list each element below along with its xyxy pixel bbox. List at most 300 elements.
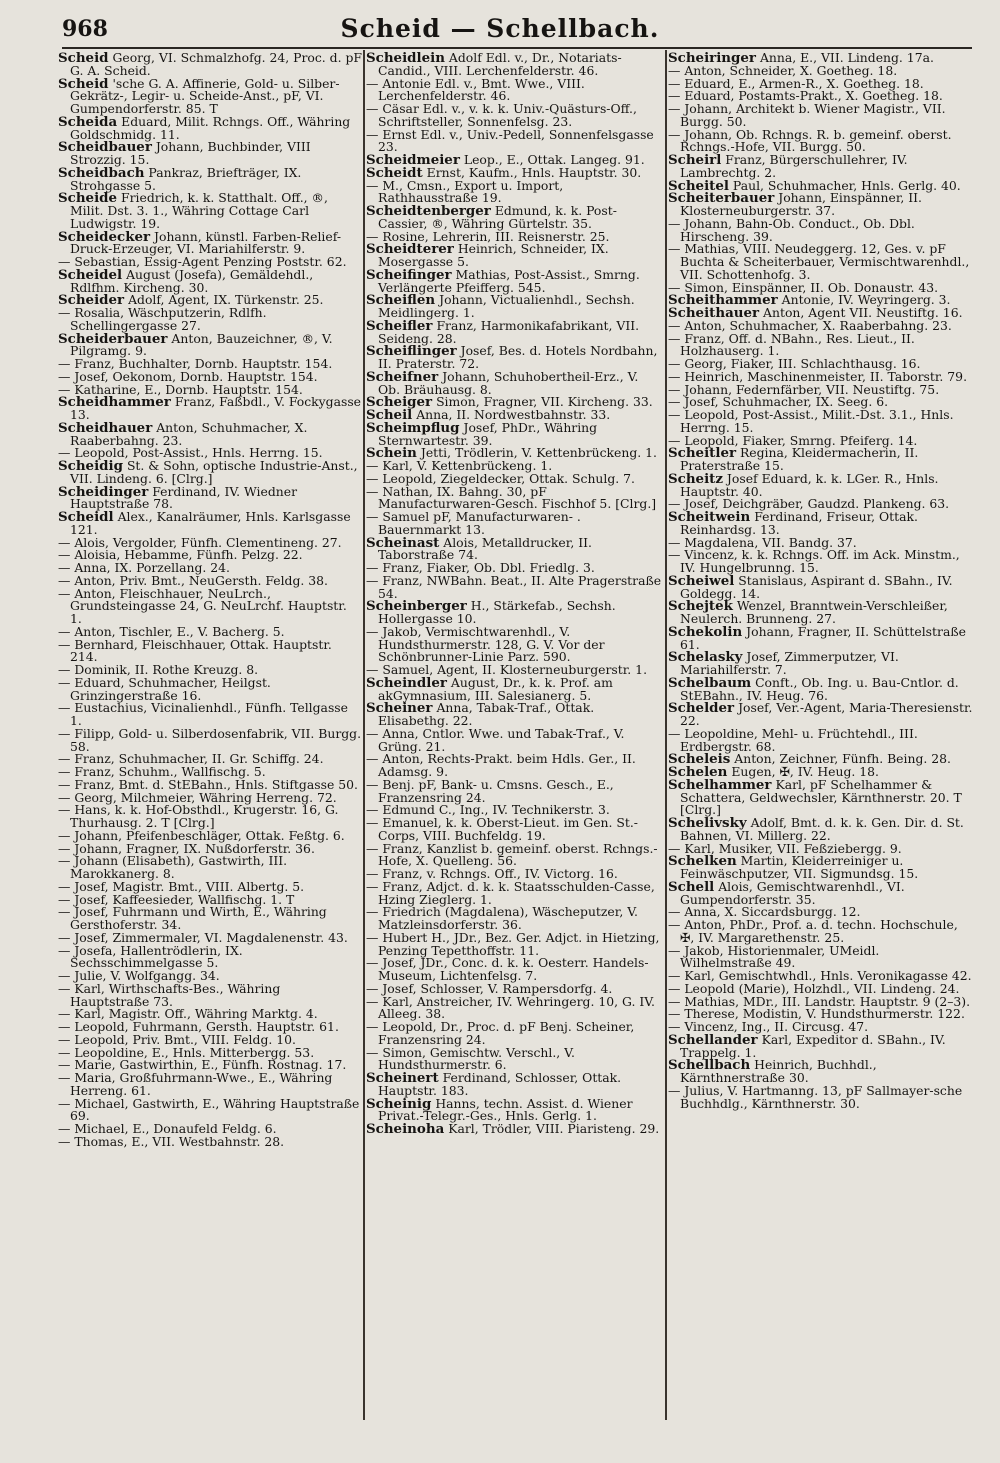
entry-text: — Emanuel, k. k. Oberst-Lieut. im Gen. St.-Corps, VIII. Buchfeldg. 19.	[366, 815, 638, 843]
entry-text: Karl, pF Schelhammer & Schattera, Geldwechsler, Kärnthnerstr. 20. T [Clrg.]	[680, 776, 962, 818]
entry-text: — Cäsar Edl. v., v. k. k. Univ.-Quästurs-Off., Schriftsteller, Sonnenfelsg. 23.	[366, 101, 637, 129]
directory-entry	[58, 307, 362, 333]
entry-surname: Scheiflen	[366, 292, 436, 309]
directory-entry	[668, 600, 974, 626]
directory-entry	[366, 177, 664, 206]
entry-text: Franz, Faßbdl., V. Fockygasse 13.	[70, 394, 362, 422]
directory-entry	[668, 470, 974, 499]
directory-entry	[366, 817, 664, 843]
entry-text: — Hans, k. k. Hof-Obsthdl., Krugerstr. 16, G. Thurhausg. 2. T [Clrg.]	[58, 802, 339, 830]
directory-entry	[366, 674, 664, 703]
entry-text: — Georg, Fiaker, III. Schlachthausg. 16.	[668, 356, 921, 371]
directory-entry	[366, 368, 664, 397]
entry-text: Heinrich, Schneider, IX. Mosergasse 5.	[378, 241, 609, 269]
entry-text: — Simon, Einspänner, II. Ob. Donaustr. 43.	[668, 279, 939, 295]
entry-text: Regina, Kleidermacherin, II. Praterstraße 15.	[680, 445, 919, 473]
page-number: 968	[62, 16, 108, 42]
entry-surname: Scheiwel	[668, 572, 735, 589]
directory-entry	[668, 192, 974, 218]
entry-text: Franz, Bürgerschullehrer, IV. Lambrechtg. 2.	[680, 152, 908, 180]
entry-surname: Scheinast	[366, 534, 440, 551]
entry-text: — Antonie Edl. v., Bmt. Wwe., VIII. Lerchenfelderstr. 46.	[366, 75, 585, 104]
column-2	[366, 52, 664, 1457]
directory-entry	[366, 623, 664, 665]
directory-entry	[58, 1133, 362, 1149]
entry-text: Johann, Schuhobertheil-Erz., V. Ob. Bräuhausg. 8.	[378, 368, 639, 397]
entry-text: — Jakob, Vermischtwarenhdl., V. Hundsthurmerstr. 128, G. V. Vor der Schönbrunner-Linie Parz. 590.	[366, 623, 605, 665]
entry-surname: Schell	[668, 878, 715, 895]
entry-text: — Franz, Fiaker, Ob. Dbl. Friedlg. 3.	[366, 560, 595, 575]
entry-text: Anna, II. Nordwestbahnstr. 33.	[416, 407, 611, 422]
entry-text: Anna, Tabak-Traf., Ottak. Elisabethg. 22.	[378, 700, 595, 728]
entry-text: — Magdalena, VII. Bandg. 37.	[668, 534, 857, 550]
entry-text: — Karl, Anstreicher, IV. Wehringerg. 10, G. IV. Alleeg. 38.	[366, 993, 655, 1022]
directory-entry	[366, 52, 664, 78]
entry-text: — Benj. pF, Bank- u. Cmsns. Gesch., E., Franzensring 24.	[366, 776, 614, 805]
entry-surname: Scheidbach	[58, 164, 145, 181]
directory-entry	[668, 154, 974, 180]
entry-text: — Katharine, E., Dornb. Hauptstr. 154.	[58, 381, 303, 397]
entry-text: — Leopoldine, Mehl- u. Früchtehdl., III. Erdbergstr. 68.	[668, 725, 918, 754]
directory-entry	[58, 906, 362, 932]
directory-entry	[668, 103, 974, 129]
directory-entry	[58, 113, 362, 142]
entry-text: Heinrich, Buchhdl., Kärnthnerstraße 30.	[680, 1057, 877, 1085]
entry-text: Karl, Trödler, VIII. Piaristeng. 29.	[448, 1121, 660, 1136]
entry-text: Stanislaus, Aspirant d. SBahn., IV. Goldegg. 14.	[680, 572, 953, 601]
directory-entry	[366, 294, 664, 320]
entry-text: — Josef, Fuhrmann und Wirth, E., Währing Gersthoferstr. 34.	[58, 904, 327, 932]
directory-entry	[668, 330, 974, 359]
page-header	[0, 14, 1000, 50]
entry-text: — Samuel, Agent, II. Klosterneuburgerstr. 1.	[366, 662, 648, 677]
entry-text: — Hubert H., JDr., Bez. Ger. Adjct. in Hietzing, Penzing Tepetthoffstr. 11.	[366, 929, 660, 958]
entry-surname: Scheindler	[366, 674, 447, 691]
entry-text: — Johann, Bahn-Ob. Conduct., Ob. Dbl. Hirscheng. 39.	[668, 215, 915, 244]
entry-text: — Rosalia, Wäschputzerin, Rdlfh. Schellingergasse 27.	[58, 305, 267, 333]
entry-text: Ferdinand, Friseur, Ottak. Reinhardsg. 13.	[680, 509, 918, 537]
directory-entry	[668, 651, 974, 677]
entry-text: Adolf Edl. v., Dr., Notariats-Candid., VIII. Lerchenfelderstr. 46.	[378, 52, 622, 78]
entry-text: — Aloisia, Hebamme, Fünfh. Pelzg. 22.	[58, 547, 303, 563]
entry-text: Martin, Kleiderreiniger u. Feinwäschputzer, VII. Sigmundsg. 15.	[680, 853, 919, 881]
entry-text: — Rosine, Lehrerin, III. Reisnerstr. 25.	[366, 228, 610, 244]
entry-surname: Scheid	[58, 75, 109, 92]
entry-text: Johann, Fragner, II. Schüttelstraße 61.	[680, 623, 966, 652]
entry-surname: Scheidbauer	[58, 139, 152, 156]
entry-text: — Mathias, VIII. Neudeggerg. 12, Ges. v. pF Buchta & Scheiterbauer, Vermischtwarenhdl., VII. Schottenhofg. 3.	[668, 241, 970, 282]
entry-text: — Anton, Fleischhauer, NeuLrch., Grundsteingasse 24, G. NeuLrchf. Hauptstr. 1.	[58, 585, 347, 626]
entry-text: Antonie, IV. Weyringerg. 3.	[781, 292, 951, 308]
directory-entry	[366, 600, 664, 626]
entry-text: Anton, Schuhmacher, X. Raaberbahng. 23.	[70, 419, 308, 448]
entry-text: St. & Sohn, optische Industrie-Anst., VII. Lindeng. 6. [Clrg.]	[70, 458, 358, 486]
entry-surname: Schekolin	[668, 623, 743, 640]
entry-text: — Johann, Ob. Rchngs. R. b. gemeinf. oberst. Rchngs.-Hofe, VII. Burgg. 50.	[668, 126, 952, 155]
entry-text: Josef, Zimmerputzer, VI. Mariahilferstr. 7.	[680, 649, 899, 677]
entry-text: Pankraz, Briefträger, IX. Strohgasse 5.	[70, 164, 302, 193]
entry-text: — Anna, X. Siccardsburgg. 12.	[668, 904, 861, 920]
entry-text: — Eduard, Schuhmacher, Heilgst. Grinzingerstraße 16.	[58, 674, 271, 703]
directory-entry	[58, 164, 362, 193]
directory-entry	[668, 1082, 974, 1111]
entry-text: August (Josefa), Gemäldehdl., Rdlfhm. Kircheng. 30.	[70, 266, 314, 295]
directory-entry	[58, 942, 362, 971]
entry-surname: Schellbach	[668, 1057, 751, 1074]
entry-text: Jetti, Trödlerin, V. Kettenbrückeng. 1.	[420, 445, 657, 461]
entry-text: Josef, Ver.-Agent, Maria-Theresienstr. 22.	[680, 700, 973, 728]
entry-text: — Vincenz, k. k. Rchngs. Off. im Ack. Minstm., IV. Hungelbrunng. 15.	[668, 547, 960, 575]
entry-text: Simon, Fragner, VII. Kircheng. 33.	[436, 394, 653, 410]
entry-text: — Leopold, Ziegeldecker, Ottak. Schulg. 7.	[366, 470, 635, 486]
entry-surname: Schelder	[668, 700, 735, 717]
entry-text: — Thomas, E., VII. Westbahnstr. 28.	[58, 1133, 285, 1149]
entry-text: — Josef, Kaffeesieder, Wallfischg. 1. T	[58, 891, 295, 907]
entry-text: Adolf, Bmt. d. k. k. Gen. Dir. d. St. Bahnen, VI. Millerg. 22.	[680, 815, 964, 843]
directory-entry	[668, 919, 974, 945]
directory-entry	[668, 817, 974, 843]
entry-surname: Schellander	[668, 1031, 758, 1048]
entry-surname: Scheinert	[366, 1070, 439, 1086]
entry-text: — Simon, Gemischtw. Verschl., V. Hundsthurmerstr. 6.	[366, 1044, 575, 1073]
entry-text: — Josef, JDr., Conc. d. k. k. Oesterr. Handels-Museum, Lichtenfelsg. 7.	[366, 955, 649, 983]
entry-text: Ferdinand, IV. Wiedner Hauptstraße 78.	[70, 483, 298, 512]
directory-entry	[366, 205, 664, 231]
entry-text: Friedrich, k. k. Statthalt. Off., ®, Milit. Dst. 3. 1., Währing Cottage Carl Ludwigstr. 19.	[70, 190, 328, 231]
entry-text: — Jakob, Historienmaler, UMeidl. Wilhelmstraße 49.	[668, 942, 880, 971]
directory-entry	[366, 419, 664, 448]
entry-surname: Scheleis	[668, 751, 731, 768]
entry-surname: Scheid	[58, 52, 109, 66]
entry-text: — Bernhard, Fleischhauer, Ottak. Hauptstr. 214.	[58, 636, 332, 665]
directory-entry	[58, 141, 362, 167]
entry-surname: Scheiringer	[668, 52, 756, 66]
entry-surname: Schelen	[668, 764, 728, 780]
entry-text: — Franz, NWBahn. Beat., II. Alte Pragerstraße 54.	[366, 572, 662, 601]
directory-entry	[58, 702, 362, 728]
entry-surname: Scheinberger	[366, 598, 467, 615]
entry-text: — Johann, Architekt b. Wiener Magistr., VII. Burgg. 50.	[668, 101, 946, 129]
entry-text: — Franz, Schuhmacher, II. Gr. Schiffg. 24.	[58, 751, 324, 767]
entry-text: — Johann, Federnfärber, VII. Neustiftg. 75.	[668, 381, 940, 397]
entry-text: — Anton, Tischler, E., V. Bacherg. 5.	[58, 623, 285, 639]
entry-text: Franz, Harmonikafabrikant, VII. Seideng. 28.	[378, 317, 640, 346]
entry-text: — Josef, Schuhmacher, IX. Seeg. 6.	[668, 394, 889, 410]
entry-surname: Schein	[366, 445, 417, 462]
entry-text: — Franz, Kanzlist b. gemeinf. oberst. Rchngs.-Hofe, X. Quelleng. 56.	[366, 840, 658, 869]
entry-text: — Sebastian, Essig-Agent Penzing Poststr. 62.	[58, 254, 347, 269]
directory-entry	[58, 330, 362, 359]
directory-entry	[668, 549, 974, 575]
entry-text: Anton, Agent VII. Neustiftg. 16.	[763, 305, 963, 320]
entry-text: Ferdinand, Schlosser, Ottak. Hauptstr. 183.	[378, 1070, 622, 1098]
entry-surname: Scheidig	[58, 458, 123, 474]
entry-text: — Josef, Zimmermaler, VI. Magdalenenstr. 43.	[58, 929, 348, 945]
entry-text: 'sche G. A. Affinerie, Gold- u. Silber-Gekrätz-, Legir- u. Scheide-Anst., pF, VI. Gumpendorferstr. 85. T	[70, 75, 340, 116]
entry-text: — Johann (Elisabeth), Gastwirth, III. Marokkanerg. 8.	[58, 853, 288, 881]
entry-text: — Johann, Pfeifenbeschläger, Ottak. Feßtg. 6.	[58, 827, 345, 843]
entry-surname: Scheidlein	[366, 52, 445, 66]
directory-entry	[58, 75, 362, 116]
entry-surname: Scheidhauer	[58, 419, 153, 436]
entry-text: H., Stärkefab., Sechsh. Hollergasse 10.	[378, 598, 616, 626]
entry-surname: Schelken	[668, 853, 737, 870]
entry-surname: Scheidt	[366, 164, 423, 181]
entry-text: — Friedrich (Magdalena), Wäscheputzer, V. Matzleinsdorferstr. 36.	[366, 904, 638, 932]
directory-entry	[366, 243, 664, 269]
entry-text: — Nathan, IX. Bahng. 30, pF Manufacturwaren-Gesch. Fischhof 5. [Clrg.]	[366, 483, 657, 512]
entry-text: Paul, Schuhmacher, Hnls. Gerlg. 40.	[732, 177, 961, 193]
entry-text: Alois, Gemischtwarenhdl., VI. Gumpendorferstr. 35.	[680, 878, 905, 907]
directory-entry	[58, 228, 362, 257]
directory-entry	[668, 942, 974, 971]
entry-text: Alois, Metalldrucker, II. Taborstraße 74.	[378, 534, 592, 563]
entry-text: — Josef, Oekonom, Dornb. Hauptstr. 154.	[58, 368, 318, 384]
directory-entry	[58, 585, 362, 626]
directory-entry	[366, 957, 664, 983]
directory-entry	[668, 215, 974, 244]
entry-surname: Scheidtenberger	[366, 203, 491, 219]
entry-surname: Scheinig	[366, 1095, 432, 1112]
entry-text: — Marie, Gastwirthin, E., Fünfh. Rostnag. 17.	[58, 1057, 347, 1073]
directory-entry	[366, 1072, 664, 1098]
directory-entry	[366, 1021, 664, 1047]
entry-text: August, Dr., k. k. Prof. am akGymnasium, III. Salesianerg. 5.	[378, 674, 613, 703]
directory-entry	[58, 52, 362, 78]
entry-text: — Eduard, E., Armen-R., X. Goetheg. 18.	[668, 75, 924, 91]
entry-surname: Scheithammer	[668, 292, 778, 309]
entry-text: — Josef, Schlosser, V. Rampersdorfg. 4.	[366, 980, 613, 996]
entry-text: — Samuel pF, Manufacturwaren- . Bauernmarkt 13.	[366, 509, 581, 537]
directory-entry	[366, 725, 664, 754]
directory-entry	[58, 1095, 362, 1124]
directory-entry	[58, 980, 362, 1009]
entry-text: Ernst, Kaufm., Hnls. Hauptstr. 30.	[426, 164, 642, 180]
entry-text: — Franz, v. Rchngs. Off., IV. Victorg. 16.	[366, 866, 618, 881]
directory-entry	[58, 460, 362, 486]
directory-entry	[366, 266, 664, 295]
entry-text: — Ernst Edl. v., Univ.-Pedell, Sonnenfelsgasse 23.	[366, 126, 654, 155]
directory-entry	[668, 702, 974, 728]
entry-surname: Scheidecker	[58, 228, 151, 245]
directory-entry	[58, 855, 362, 881]
entry-surname: Scheitel	[668, 177, 729, 194]
entry-text: — Leopoldine, E., Hnls. Mitterbergg. 53.	[58, 1044, 315, 1060]
directory-entry	[366, 753, 664, 779]
directory-entry	[668, 674, 974, 703]
entry-text: Hanns, techn. Assist. d. Wiener Privat.-Telegr.-Ges., Hnls. Gerlg. 1.	[378, 1095, 633, 1124]
entry-surname: Scheiner	[366, 700, 433, 717]
entry-surname: Schelasky	[668, 649, 743, 666]
directory-entry	[668, 243, 974, 281]
directory-entry	[366, 126, 664, 155]
entry-text: Leop., E., Ottak. Langeg. 91.	[463, 152, 645, 167]
entry-surname: Scheil	[366, 407, 413, 423]
entry-text: Karl, Expeditor d. SBahn., IV. Trappelg. 1.	[680, 1031, 946, 1060]
directory-entry	[366, 483, 664, 512]
directory-entry	[58, 804, 362, 830]
directory-entry	[366, 1123, 664, 1136]
entry-surname: Scheifinger	[366, 266, 452, 283]
entry-text: — Franz, Buchhalter, Dornb. Hauptstr. 154.	[58, 356, 333, 371]
entry-text: Eduard, Milit. Rchngs. Off., Währing Goldschmidg. 11.	[70, 113, 351, 142]
directory-entry	[366, 511, 664, 537]
column-divider	[363, 50, 365, 1420]
entry-text: — Franz, Adjct. d. k. k. Staatsschulden-Casse, Hzing Zieglerg. 1.	[366, 878, 655, 907]
entry-text: Johann, Victualienhdl., Sechsh. Meidlingerg. 1.	[378, 292, 635, 320]
entry-text: — Anton, Schneider, X. Goetheg. 18.	[668, 62, 898, 78]
directory-entry	[366, 702, 664, 728]
directory-entry	[58, 396, 362, 422]
entry-text: Anton, Zeichner, Fünfh. Being. 28.	[734, 751, 951, 767]
entry-text: — Michael, E., Donaufeld Feldg. 6.	[58, 1121, 277, 1136]
directory-entry	[366, 534, 664, 563]
entry-surname: Scheide	[58, 190, 118, 207]
directory-entry	[58, 266, 362, 295]
entry-text: — Eduard, Postamts-Prakt., X. Goetheg. 18.	[668, 88, 943, 104]
directory-entry	[58, 511, 362, 537]
entry-text: Adolf, Agent, IX. Türkenstr. 25.	[128, 292, 324, 308]
directory-entry	[58, 725, 362, 754]
column-divider	[665, 50, 667, 1420]
entry-text: Mathias, Post-Assist., Smrng. Verlängerte Pfeifferg. 545.	[378, 266, 640, 295]
entry-surname: Scheirl	[668, 152, 722, 168]
entry-surname: Scheitler	[668, 445, 737, 462]
entry-text: — Anton, Schuhmacher, X. Raaberbahng. 23.	[668, 317, 952, 333]
entry-text: — Julius, V. Hartmanng. 13, pF Sallmayer-sche Buchhdlg., Kärnthnerstr. 30.	[668, 1082, 963, 1111]
entry-surname: Scheifler	[366, 317, 433, 334]
directory-entry	[58, 674, 362, 703]
entry-text: — Karl, Wirthschafts-Bes., Währing Hauptstraße 73.	[58, 980, 281, 1009]
entry-surname: Scheidinger	[58, 483, 149, 500]
header-rule	[62, 47, 972, 49]
entry-surname: Scheiderbauer	[58, 330, 168, 347]
entry-text: — Leopold, Dr., Proc. d. pF Benj. Scheiner, Franzensring 24.	[366, 1019, 635, 1047]
entry-surname: Scheiger	[366, 394, 433, 411]
entry-text: Josef, PhDr., Währing Sternwartestr. 39.	[378, 419, 598, 448]
entry-text: — Mathias, MDr., III. Landstr. Hauptstr. 9 (2–3).	[668, 993, 971, 1009]
directory-entry	[366, 1044, 664, 1073]
entry-surname: Scheidhammer	[58, 394, 171, 411]
entry-surname: Schelhammer	[668, 776, 772, 793]
column-3	[668, 52, 974, 1457]
entry-text: — Anna, IX. Porzellang. 24.	[58, 560, 230, 575]
entry-text: — Leopold, Post-Assist., Hnls. Herrng. 15.	[58, 445, 323, 461]
entry-surname: Scheithauer	[668, 305, 760, 321]
column-1	[58, 52, 362, 1457]
directory-entry	[58, 636, 362, 665]
entry-surname: Scheidmeier	[366, 152, 460, 168]
directory-entry	[366, 103, 664, 129]
directory-entry	[366, 840, 664, 869]
entry-surname: Scheidterer	[366, 241, 454, 258]
entry-text: — M., Cmsn., Export u. Import, Rathhausstraße 19.	[366, 177, 564, 206]
directory-entry	[668, 878, 974, 907]
entry-surname: Scheitz	[668, 470, 723, 487]
entry-surname: Scheidel	[58, 266, 123, 283]
entry-text: — Franz, Off. d. NBahn., Res. Lieut., II. Holzhauserg. 1.	[668, 330, 915, 359]
entry-text: — Anna, Cntlor. Wwe. und Tabak-Traf., V. Grüng. 21.	[366, 725, 625, 754]
entry-text: — Heinrich, Maschinenmeister, II. Taborstr. 79.	[668, 368, 968, 384]
entry-surname: Scheiflinger	[366, 343, 457, 360]
entry-text: — Eustachius, Vicinalienhdl., Fünfh. Tellgasse 1.	[58, 700, 348, 728]
entry-text: — Josef, Magistr. Bmt., VIII. Albertg. 5.	[58, 878, 305, 894]
directory-entry	[668, 776, 974, 818]
entry-text: — Julie, V. Wolfgangg. 34.	[58, 968, 220, 983]
directory-entry	[668, 572, 974, 601]
entry-text: — Johann, Fragner, IX. Nußdorferstr. 36.	[58, 840, 315, 856]
entry-surname: Scheider	[58, 292, 125, 309]
entry-text: — Franz, Schuhm., Wallfischg. 5.	[58, 764, 266, 779]
directory-entry	[668, 725, 974, 754]
directory-entry	[366, 878, 664, 907]
directory-entry	[366, 75, 664, 104]
entry-surname: Scheida	[58, 113, 118, 130]
entry-text: Anton, Bauzeichner, ®, V. Pilgramg. 9.	[70, 330, 333, 359]
directory-entry	[366, 1095, 664, 1124]
entry-text: Eugen, ✠, IV. Heug. 18.	[731, 764, 879, 779]
entry-text: — Leopold, Fiaker, Smrng. Pfeiferg. 14.	[668, 432, 918, 448]
entry-text: Josef Eduard, k. k. LGer. R., Hnls. Hauptstr. 40.	[680, 470, 939, 499]
entry-text: — Anton, Rechts-Prakt. beim Hdls. Ger., II. Adamsg. 9.	[366, 751, 636, 779]
directory-entry	[58, 419, 362, 448]
page-title: Scheid — Schellbach.	[340, 14, 660, 43]
directory-entry	[668, 623, 974, 652]
directory-entry	[668, 1031, 974, 1060]
entry-text: — Maria, Großfuhrmann-Wwe., E., Währing Herreng. 61.	[58, 1070, 333, 1098]
entry-text: — Vincenz, Ing., II. Circusg. 47.	[668, 1019, 869, 1034]
directory-entry	[668, 511, 974, 537]
directory-entry	[668, 447, 974, 473]
entry-text: — Leopold, Post-Assist., Milit.-Dst. 3.1., Hnls. Herrng. 15.	[668, 407, 954, 435]
entry-text: Anna, E., VII. Lindeng. 17a.	[759, 52, 934, 65]
directory-entry	[366, 906, 664, 932]
entry-text: — Dominik, II. Rothe Kreuzg. 8.	[58, 662, 259, 677]
entry-text: Johann, künstl. Farben-Relief-Druck-Erzeuger, VI. Mariahilferstr. 9.	[70, 228, 342, 257]
entry-surname: Schelbaum	[668, 674, 752, 691]
entry-text: Wenzel, Branntwein-Verschleißer, Neulerch. Brunneng. 27.	[680, 598, 948, 626]
entry-surname: Scheiterbauer	[668, 190, 775, 207]
entry-text: — Leopold (Marie), Holzhdl., VII. Lindeng. 24.	[668, 980, 960, 996]
directory-entry	[366, 776, 664, 805]
directory-entry	[668, 409, 974, 435]
entry-text: — Karl, Gemischtwhdl., Hnls. Veronikagasse 42.	[668, 968, 972, 983]
entry-text: Alex., Kanalräumer, Hnls. Karlsgasse 121.	[70, 509, 351, 537]
entry-text: — Georg, Milchmeier, Währing Herreng. 72.	[58, 789, 337, 805]
entry-surname: Scheimpflug	[366, 419, 460, 436]
entry-text: — Edmund C., Ing., IV. Technikerstr. 3.	[366, 802, 610, 818]
entry-text: — Anton, PhDr., Prof. a. d. techn. Hochschule, ✠, IV. Margarethenstr. 25.	[668, 917, 958, 945]
entry-text: — Franz, Bmt. d. StEBahn., Hnls. Stiftgasse 50.	[58, 776, 358, 792]
entry-text: — Karl, V. Kettenbrückeng. 1.	[366, 458, 553, 473]
entry-text: Josef, Bes. d. Hotels Nordbahn, II. Praterstr. 72.	[378, 343, 658, 371]
entry-surname: Scheitwein	[668, 509, 751, 525]
entry-text: — Anton, Priv. Bmt., NeuGersth. Feldg. 38.	[58, 572, 328, 588]
entry-surname: Scheinoha	[366, 1121, 445, 1137]
directory-entry	[58, 483, 362, 512]
entry-surname: Scheidl	[58, 509, 114, 525]
directory-entry	[668, 855, 974, 881]
entry-text: — Alois, Vergolder, Fünfh. Clementineng. 27.	[58, 534, 342, 550]
directory-entry	[366, 317, 664, 346]
entry-surname: Schejtek	[668, 598, 733, 615]
entry-text: — Leopold, Priv. Bmt., VIII. Feldg. 10.	[58, 1031, 296, 1047]
directory-entry	[668, 1059, 974, 1085]
directory-entry	[366, 993, 664, 1022]
directory-entry	[366, 929, 664, 958]
entry-text: Johann, Buchbinder, VIII Strozzig. 15.	[70, 139, 311, 167]
entry-text: Conft., Ob. Ing. u. Bau-Cntlor. d. StEBahn., IV. Heug. 76.	[680, 674, 959, 703]
